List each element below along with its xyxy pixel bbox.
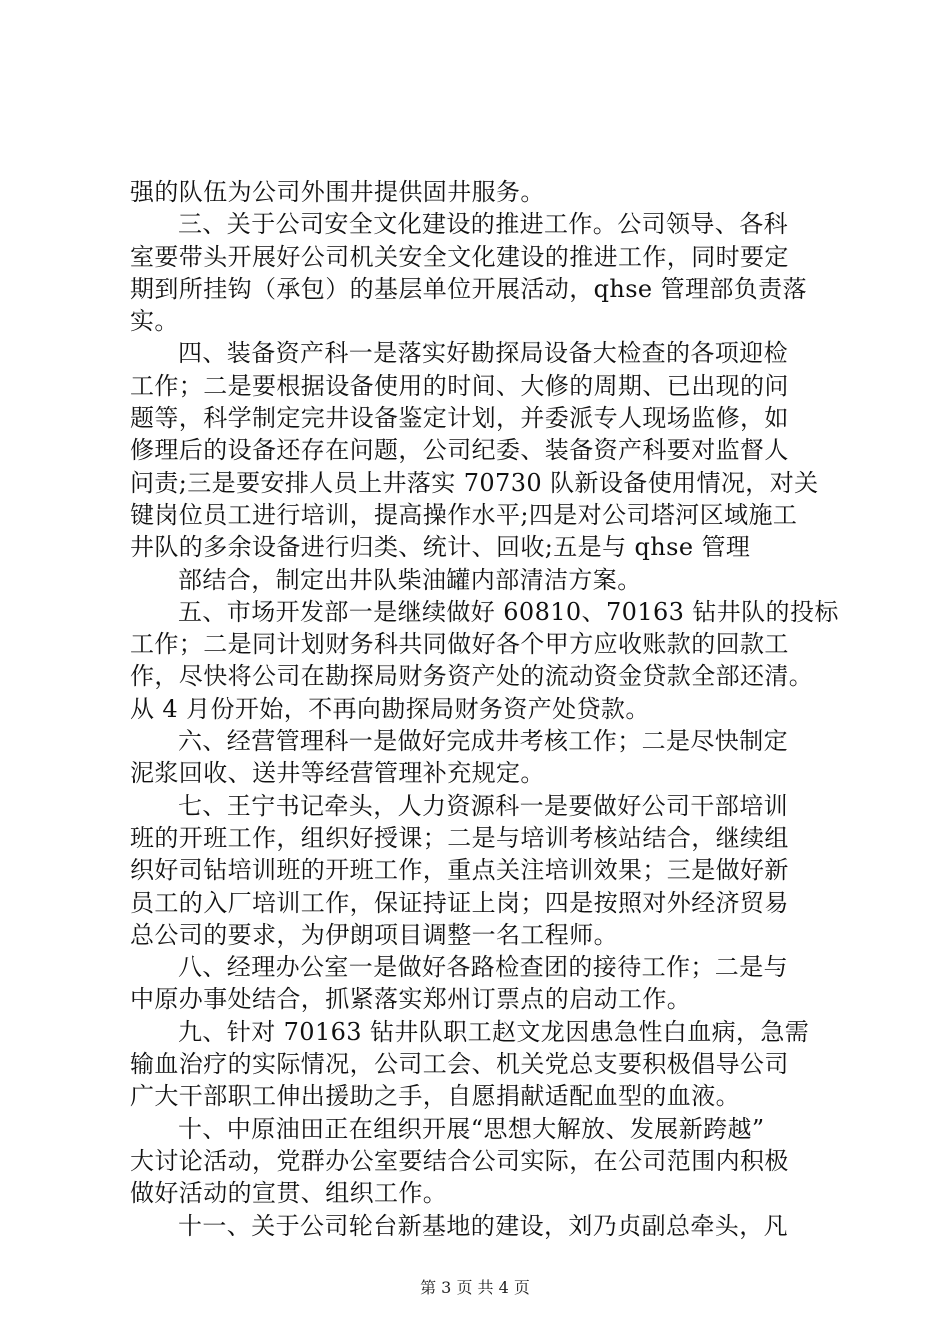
text-line: 做好活动的宣贯、组织工作。 xyxy=(130,1179,448,1208)
text-line: 四、装备资产科一是落实好勘探局设备大检查的各项迎检 xyxy=(178,339,788,368)
text-line: 织好司钻培训班的开班工作，重点关注培训效果；三是做好新 xyxy=(130,856,789,885)
text-line: 期到所挂钩（承包）的基层单位开展活动，qhse 管理部负责落 xyxy=(130,274,807,303)
text-line: 强的队伍为公司外围井提供固井服务。 xyxy=(130,178,545,206)
text-line: 七、王宁书记牵头，人力资源科一是要做好公司干部培训 xyxy=(178,791,788,820)
text-line: 问责;三是要安排人员上井落实 70730 队新设备使用情况，对关 xyxy=(130,468,819,497)
text-line: 中原办事处结合，抓紧落实郑州订票点的启动工作。 xyxy=(130,985,692,1014)
text-line: 员工的入厂培训工作，保证持证上岗；四是按照对外经济贸易 xyxy=(130,888,789,917)
text-line: 键岗位员工进行培训，提高操作水平;四是对公司塔河区域施工 xyxy=(130,500,798,529)
text-line: 总公司的要求，为伊朗项目调整一名工程师。 xyxy=(130,920,618,949)
text-line: 实。 xyxy=(130,307,179,336)
text-line: 十、中原油田正在组织开展“思想大解放、发展新跨越” xyxy=(178,1114,765,1143)
text-line: 室要带头开展好公司机关安全文化建设的推进工作，同时要定 xyxy=(130,242,789,271)
text-line: 从 4 月份开始，不再向勘探局财务资产处贷款。 xyxy=(130,694,650,723)
text-line: 工作；二是要根据设备使用的时间、大修的周期、已出现的问 xyxy=(130,371,789,400)
text-line: 九、针对 70163 钻井队职工赵文龙因患急性白血病，急需 xyxy=(178,1017,810,1046)
text-line: 十一、关于公司轮台新基地的建设，刘乃贞副总牵头，凡 xyxy=(178,1211,788,1240)
document-body xyxy=(130,176,850,1242)
text-line: 输血治疗的实际情况，公司工会、机关党总支要积极倡导公司 xyxy=(130,1050,789,1079)
text-line: 题等，科学制定完井设备鉴定计划，并委派专人现场监修，如 xyxy=(130,404,789,433)
text-line: 八、经理办公室一是做好各路检查团的接待工作；二是与 xyxy=(178,953,788,982)
text-line: 三、关于公司安全文化建设的推进工作。公司领导、各科 xyxy=(178,210,788,239)
text-line: 工作；二是同计划财务科共同做好各个甲方应收账款的回款工 xyxy=(130,630,789,659)
text-line: 六、经营管理科一是做好完成井考核工作；二是尽快制定 xyxy=(178,727,788,756)
text-line: 五、市场开发部一是继续做好 60810、70163 钻井队的投标 xyxy=(178,597,839,626)
text-line: 广大干部职工伸出援助之手，自愿捐献适配血型的血液。 xyxy=(130,1082,740,1111)
text-line: 泥浆回收、送井等经营管理补充规定。 xyxy=(130,759,545,788)
text-line: 大讨论活动，党群办公室要结合公司实际，在公司范围内积极 xyxy=(130,1146,789,1175)
text-line: 井队的多余设备进行归类、统计、回收;五是与 qhse 管理 xyxy=(130,533,751,562)
page-footer: 第 3 页 共 4 页 xyxy=(420,1278,530,1297)
text-line: 修理后的设备还存在问题，公司纪委、装备资产科要对监督人 xyxy=(130,436,789,465)
text-line: 部结合，制定出井队柴油罐内部清洁方案。 xyxy=(178,565,642,594)
text-line: 作，尽快将公司在勘探局财务资产处的流动资金贷款全部还清。 xyxy=(130,662,814,691)
text-line: 班的开班工作，组织好授课；二是与培训考核站结合，继续组 xyxy=(130,823,789,852)
